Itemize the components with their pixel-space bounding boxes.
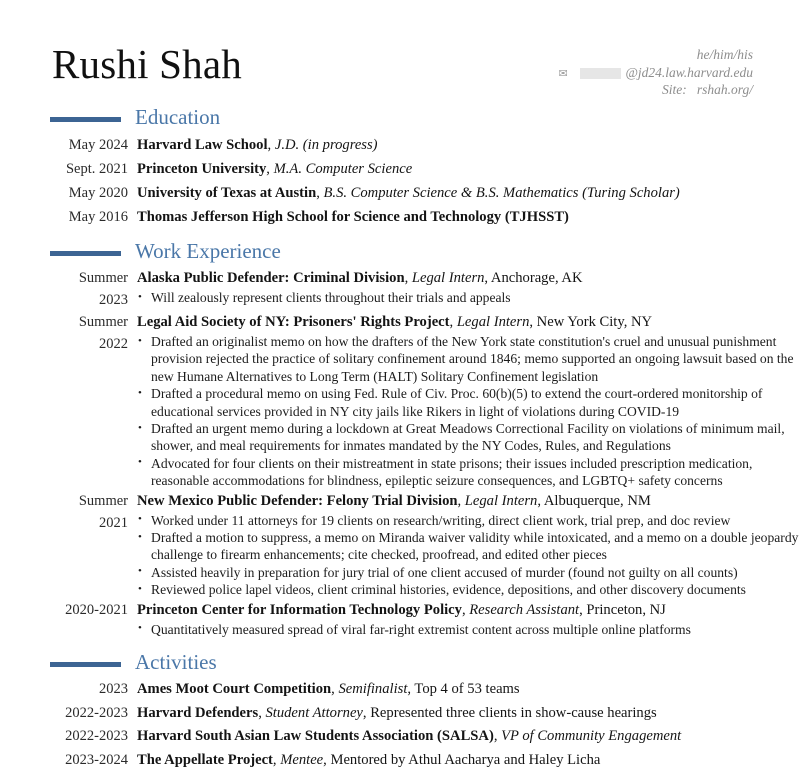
- list-item: • Advocated for four clients on their mistreatment in state prisons; their issues included prescription medication, reasonable accommodations for blindness, epileptic seizure consequences, and LGBTQ+ safety concerns: [138, 455, 800, 490]
- list-item: • Drafted an originalist memo on how the drafters of the New York state constitution's cruel and unusual punishment provision rejected the practice of solitary confinement around 1846; memo supported an ongoing lawsuit based on the new Humane Alternatives to Long Term (HALT) Solitary Confinement legislation: [138, 333, 800, 385]
- entry-org: The Appellate Project: [137, 751, 273, 768]
- section-heading-work: [0, 240, 800, 267]
- entry-title: University of Texas at Austin, B.S. Computer Science & B.S. Mathematics (Turing Scholar): [137, 185, 680, 201]
- section-work-experience: [0, 240, 800, 638]
- section-education: [0, 106, 800, 229]
- entry-location: Princeton, NJ: [586, 601, 666, 618]
- entry-title: The Appellate Project, Mentee, Mentored by Athul Aacharya and Haley Licha: [137, 751, 601, 768]
- entry-role: Legal Intern: [464, 492, 538, 509]
- list-item: • Drafted a motion to suppress, a memo on Miranda waiver validity while intoxicated, and a memo on a double jeopardy challenge to firearm enhancements; cite checked, proofread, and edited other pieces: [138, 529, 800, 564]
- entry-detail: M.A. Computer Science: [273, 161, 413, 177]
- activity-row: [0, 725, 800, 749]
- entry-bullets: [137, 621, 800, 638]
- email-redaction: [580, 68, 621, 79]
- entry-org: Princeton University: [137, 161, 267, 177]
- education-row: [0, 157, 800, 181]
- entry-org: Princeton Center for Information Technology Policy: [137, 601, 462, 618]
- entry-role: Legal Intern: [456, 314, 530, 330]
- education-row: [0, 181, 800, 205]
- list-item: • Assisted heavily in preparation for jury trial of one client accused of murder (found not guilty on all counts): [138, 564, 800, 581]
- entry-title: Princeton University, M.A. Computer Science: [137, 161, 413, 177]
- section-title: Work Experience: [135, 239, 281, 263]
- list-item: • Drafted a procedural memo on using Fed. Rule of Civ. Proc. 60(b)(5) to extend the court-ordered monitorship of educational services provided in NY city jails like Rikers in light of violations during COVID-19: [138, 385, 800, 420]
- entry-role: Legal Intern: [411, 270, 485, 286]
- entry-date: 2023-2024: [65, 751, 128, 768]
- entry-detail: Mentored by Athul Aacharya and Haley Licha: [330, 751, 601, 768]
- entry-location: Anchorage, AK: [490, 270, 583, 286]
- contact-block: [558, 46, 753, 99]
- entry-date-line2: 2023: [99, 292, 128, 308]
- entry-role: Mentee: [280, 751, 324, 768]
- entry-title: Ames Moot Court Competition, Semifinalist, Top 4 of 53 teams: [137, 681, 520, 698]
- section-rule: [50, 662, 121, 667]
- entry-bullets: [137, 512, 800, 599]
- entry-date: 2023: [99, 681, 128, 698]
- activity-row: [0, 702, 800, 726]
- entry-title: Princeton Center for Information Technology Policy, Research Assistant, Princeton, NJ: [137, 601, 666, 618]
- entry-title: Alaska Public Defender: Criminal Division, Legal Intern, Anchorage, AK: [137, 270, 583, 286]
- website-value[interactable]: rshah.org/: [696, 82, 753, 97]
- activity-row: [0, 678, 800, 702]
- entry-detail: Represented three clients in show-cause hearings: [370, 704, 657, 721]
- education-row: [0, 133, 800, 157]
- website-label: Site:: [661, 82, 687, 97]
- entry-date: May 2016: [68, 209, 128, 225]
- entry-date: [0, 267, 128, 311]
- entry-org: Harvard South Asian Law Students Association (SALSA): [137, 728, 494, 745]
- email-row: [558, 64, 753, 82]
- experience-entry: [0, 267, 800, 311]
- section-title: Activities: [135, 650, 217, 675]
- entry-date-line1: 2020-2021: [65, 601, 128, 618]
- activities-list: [0, 678, 800, 772]
- entry-bullets: [137, 333, 800, 490]
- entry-date-line2: 2021: [99, 514, 128, 531]
- entry-detail: B.S. Computer Science & B.S. Mathematics (Turing Scholar): [323, 185, 680, 201]
- entry-date-line1: Summer: [78, 314, 128, 330]
- experience-entry: [0, 311, 800, 490]
- entry-org: Legal Aid Society of NY: Prisoners' Rights Project: [137, 314, 450, 330]
- entry-org: Ames Moot Court Competition: [137, 681, 332, 698]
- entry-role: VP of Community Engagement: [501, 728, 682, 745]
- entry-title: Harvard South Asian Law Students Association (SALSA), VP of Community Engagement: [137, 728, 682, 745]
- entry-title: Legal Aid Society of NY: Prisoners' Rights Project, Legal Intern, New York City, NY: [137, 314, 653, 330]
- entry-role: Student Attorney: [265, 704, 363, 721]
- entry-location: Albuquerque, NM: [543, 492, 651, 509]
- pronouns: he/him/his: [696, 47, 753, 62]
- resume-header: [0, 0, 800, 100]
- entry-date: [0, 311, 128, 355]
- entry-title: [137, 205, 800, 229]
- entry-date-line1: Summer: [78, 270, 128, 286]
- entry-date: 2022-2023: [65, 728, 128, 745]
- education-list: [0, 133, 800, 229]
- entry-date: [0, 599, 128, 621]
- entry-detail: Top 4 of 53 teams: [414, 681, 520, 698]
- section-rule: [50, 251, 121, 256]
- experience-entry: [0, 599, 800, 638]
- experience-entry: [0, 490, 800, 599]
- entry-bullets: [137, 289, 800, 306]
- education-row: [0, 205, 800, 229]
- entry-title: New Mexico Public Defender: Felony Trial Division, Legal Intern, Albuquerque, NM: [137, 492, 651, 509]
- list-item: • Drafted an urgent memo during a lockdown at Great Meadows Correctional Facility on violations of minimum mail, shower, and meal requirements for inmates mandated by the NY Codes, Rules, and Regulations: [138, 420, 800, 455]
- envelope-icon: ✉: [558, 67, 568, 80]
- section-rule: [50, 117, 121, 122]
- entry-title: Harvard Law School, J.D. (in progress): [137, 137, 378, 153]
- list-item: • Reviewed police lapel videos, client criminal histories, evidence, depositions, and other discovery documents: [138, 581, 800, 598]
- entry-date-line1: Summer: [78, 492, 128, 509]
- entry-role: Semifinalist: [338, 681, 408, 698]
- entry-date: 2022-2023: [65, 704, 128, 721]
- list-item: • Quantitatively measured spread of viral far-right extremist content across multiple online platforms: [138, 621, 800, 638]
- entry-org: Alaska Public Defender: Criminal Division: [137, 270, 405, 286]
- entry-date-line2: 2022: [99, 336, 128, 352]
- entry-date: May 2024: [68, 137, 128, 153]
- list-item: • Will zealously represent clients throughout their trials and appeals: [138, 289, 800, 306]
- entry-org: University of Texas at Austin: [137, 185, 317, 201]
- email-domain: @jd24.law.harvard.edu: [625, 64, 753, 80]
- entry-date: Sept. 2021: [65, 161, 128, 177]
- entry-date: May 2020: [68, 185, 128, 201]
- entry-detail: J.D. (in progress): [274, 137, 378, 153]
- entry-org: Harvard Defenders: [137, 704, 259, 721]
- entry-role: Research Assistant: [469, 601, 580, 618]
- website-row: [558, 81, 753, 99]
- entry-org: Thomas Jefferson High School for Science and Technology (TJHSST): [137, 209, 569, 225]
- section-heading-activities: [0, 651, 800, 678]
- entry-location: New York City, NY: [536, 314, 653, 330]
- section-activities: [0, 651, 800, 772]
- activity-row: [0, 749, 800, 772]
- entry-title: Harvard Defenders, Student Attorney, Represented three clients in show-cause hearings: [137, 704, 657, 721]
- entry-date: [0, 490, 128, 534]
- page-title: Rushi Shah: [52, 41, 242, 87]
- entry-org: Harvard Law School: [137, 137, 268, 153]
- entry-org: New Mexico Public Defender: Felony Trial Division: [137, 492, 458, 509]
- section-title: Education: [135, 105, 221, 129]
- section-heading-education: [0, 106, 800, 133]
- list-item: • Worked under 11 attorneys for 19 clients on research/writing, direct client work, trial prep, and doc review: [138, 512, 800, 529]
